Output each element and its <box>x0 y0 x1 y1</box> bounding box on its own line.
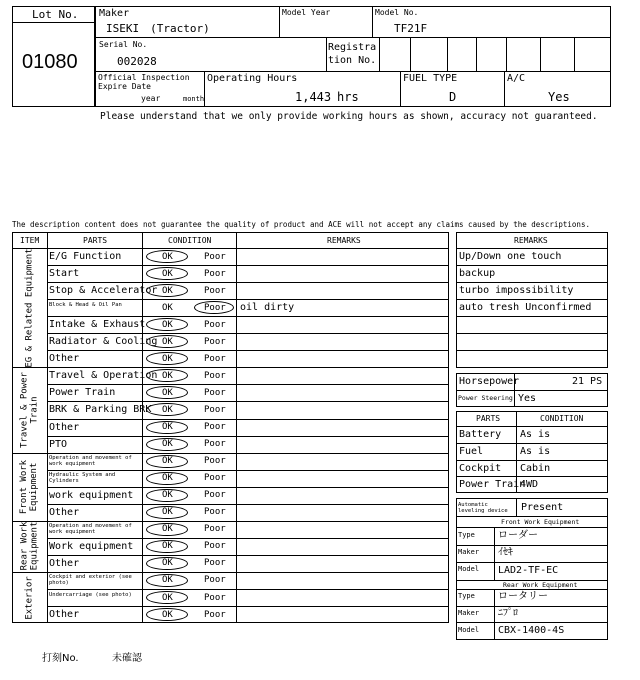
parts-condition-part: Fuel <box>459 445 484 457</box>
model-year-label: Model Year <box>282 8 331 17</box>
condition-poor: Poor <box>204 473 226 484</box>
condition-ok: OK <box>162 387 173 398</box>
condition-poor: Poor <box>204 404 226 415</box>
maker-label: Maker <box>99 8 130 19</box>
condition-ok: OK <box>162 592 173 603</box>
condition-selected-circle <box>146 438 188 451</box>
front-maker-value: ｲｾｷ <box>498 547 513 558</box>
front-type-value: ローダー <box>498 530 538 541</box>
col-item: ITEM <box>20 236 40 245</box>
hours-label: Operating Hours <box>207 73 298 84</box>
parts-condition-value: 4WD <box>520 479 539 491</box>
part-label: Other <box>49 421 80 433</box>
ac-label: A/C <box>507 73 526 84</box>
rear-model-label: Model <box>458 626 480 634</box>
condition-poor: Poor <box>204 387 226 398</box>
front-type-label: Type <box>458 531 475 539</box>
parts-col-label: PARTS <box>476 414 501 423</box>
condition-poor: Poor <box>204 439 226 450</box>
condition-selected-circle <box>146 506 188 519</box>
condition-ok: OK <box>162 524 173 535</box>
part-label: Radiator & Cooling <box>49 336 158 348</box>
hours-value: 1,443 <box>295 90 332 104</box>
part-label: E/G Function <box>49 251 122 262</box>
condition-selected-circle <box>146 557 188 570</box>
condition-poor: Poor <box>204 541 226 552</box>
part-label: Other <box>49 506 80 518</box>
condition-ok: OK <box>162 609 173 620</box>
horsepower-label: Horsepower <box>459 376 520 387</box>
condition-ok: OK <box>162 404 173 415</box>
condition-selected-circle <box>146 574 188 587</box>
group-label: Front Work Equipment <box>19 459 40 514</box>
horsepower-value: 21 PS <box>572 376 603 387</box>
group-label: Travel & Power Train <box>19 372 40 448</box>
condition-ok: OK <box>162 558 173 569</box>
condition-poor: Poor <box>204 456 226 467</box>
condition-poor: Poor <box>204 592 226 603</box>
side-remark-line: backup <box>459 268 496 279</box>
year-label: year <box>141 94 161 103</box>
side-remark-line: Up/Down one touch <box>459 251 562 262</box>
parts-condition-value: As is <box>520 429 551 440</box>
hours-unit: hrs <box>337 90 359 104</box>
condition-poor: Poor <box>204 370 226 381</box>
part-label: BRK & Parking BRK <box>49 404 152 416</box>
side-remark-line: turbo impossibility <box>459 285 574 296</box>
hours-notice: Please understand that we only provide working hours as shown, accuracy not guaranteed. <box>100 111 598 122</box>
rear-maker-value: ﾆﾌﾟﾛ <box>498 608 518 619</box>
front-work-title: Front Work Equipment <box>501 518 580 526</box>
parts-condition-value: Cabin <box>520 462 551 474</box>
group-label: Rear Work Equipment <box>19 521 40 571</box>
condition-poor: Poor <box>204 558 226 569</box>
parts-condition-value: As is <box>520 445 551 457</box>
part-label: work equipment <box>49 489 134 501</box>
condition-ok: OK <box>162 422 173 432</box>
condition-ok: OK <box>162 575 173 586</box>
condition-ok: OK <box>162 541 173 552</box>
condition-selected-circle <box>146 523 188 536</box>
leveling-value: Present <box>521 502 564 513</box>
part-label: Power Train <box>49 387 116 399</box>
row-remark: oil dirty <box>240 302 295 314</box>
condition-poor: Poor <box>204 507 226 518</box>
group-label: EG & Related Equipment <box>24 248 35 368</box>
condition-poor: Poor <box>204 524 226 535</box>
condition-selected-circle <box>146 489 188 502</box>
part-label: Other <box>49 609 80 621</box>
condition-ok: OK <box>162 319 173 330</box>
stamp-label: 打刻No. <box>42 653 79 664</box>
condition-ok: OK <box>162 439 173 450</box>
condition-ok: OK <box>162 353 173 364</box>
col-remarks: REMARKS <box>327 236 361 245</box>
maker-value: ISEKI (Tractor) <box>106 22 210 35</box>
condition-poor: Poor <box>204 422 226 432</box>
part-label: Other <box>49 353 80 365</box>
condition-selected-circle <box>146 472 188 485</box>
condition-poor: Poor <box>204 251 226 262</box>
condition-poor: Poor <box>204 575 226 586</box>
col-condition: CONDITION <box>168 236 212 245</box>
power-steering-value: Yes <box>518 393 537 404</box>
col-parts: PARTS <box>83 236 108 245</box>
serial-label: Serial No. <box>99 40 148 49</box>
condition-poor: Poor <box>204 268 226 279</box>
condition-selected-circle <box>146 267 188 280</box>
stamp-value: 未確認 <box>112 653 142 664</box>
parts-condition-part: Power Train <box>459 479 526 491</box>
condition-ok: OK <box>162 336 173 347</box>
fuel-label: FUEL TYPE <box>403 73 458 84</box>
lot-label: Lot No. <box>32 8 79 21</box>
group-label: Exterior <box>24 575 35 620</box>
part-label: Operation and movement of work equipment <box>49 455 132 468</box>
condition-poor: Poor <box>204 336 226 347</box>
part-label: PTO <box>49 438 68 450</box>
part-label: Undercarriage (see photo) <box>49 591 132 598</box>
lot-number: 01080 <box>22 51 78 73</box>
front-maker-label: Maker <box>458 548 480 556</box>
condition-ok: OK <box>162 268 173 279</box>
condition-ok: OK <box>162 285 173 296</box>
side-remark-line: auto tresh Unconfirmed <box>459 302 592 313</box>
condition-selected-circle <box>146 455 188 468</box>
rear-maker-label: Maker <box>458 609 480 617</box>
part-label: Intake & Exhaust <box>49 319 146 331</box>
condition-poor: Poor <box>204 609 226 620</box>
condition-ok: OK <box>162 251 173 262</box>
part-label: Start <box>49 268 80 280</box>
part-label: Cockpit and exterior (see photo) <box>49 574 132 587</box>
power-steering-label: Power Steering <box>458 394 513 402</box>
condition-poor: Poor <box>204 285 226 296</box>
condition-selected-circle <box>146 250 188 263</box>
fuel-value: D <box>449 90 457 104</box>
condition-poor: Poor <box>204 353 226 364</box>
condition-ok: OK <box>162 507 173 518</box>
part-label: Stop & Accelerator <box>49 285 158 297</box>
parts-condition-part: Battery <box>459 429 502 440</box>
condition-poor: Poor <box>204 490 226 501</box>
rear-model-value: CBX-1400-4S <box>498 625 565 636</box>
condition-ok: OK <box>162 473 173 484</box>
condition-selected-circle <box>146 591 188 604</box>
condition-col-label: CONDITION <box>540 414 584 423</box>
description-notice: The description content does not guarantee the quality of product and ACE will not accept any claims caused by the descriptions. <box>12 220 590 229</box>
condition-selected-circle <box>146 421 188 434</box>
part-label: Block & Head & Oil Pan <box>49 301 122 308</box>
condition-ok: OK <box>162 302 173 313</box>
condition-selected-circle <box>146 540 188 553</box>
condition-selected-circle <box>146 608 188 621</box>
condition-ok: OK <box>162 456 173 467</box>
part-label: Operation and movement of work equipment <box>49 523 132 536</box>
condition-selected-circle <box>146 284 188 297</box>
inspection-label: Official Inspection Expire Date <box>98 73 190 91</box>
condition-poor: Poor <box>204 319 226 330</box>
condition-ok: OK <box>162 490 173 501</box>
serial-value: 002028 <box>117 55 157 68</box>
model-no-value: TF21F <box>394 22 428 35</box>
model-no-label: Model No. <box>375 8 419 17</box>
ac-value: Yes <box>548 90 570 104</box>
parts-condition-part: Cockpit <box>459 462 502 474</box>
rear-work-title: Rear Work Equipment <box>503 581 578 589</box>
month-label: month <box>183 95 205 103</box>
rear-type-label: Type <box>458 592 475 600</box>
part-label: Hydraulic System and Cylinders <box>49 472 116 485</box>
part-label: Other <box>49 557 80 569</box>
front-model-value: LAD2-TF-EC <box>498 565 559 576</box>
condition-poor: Poor <box>204 302 226 313</box>
part-label: Work equipment <box>49 540 134 552</box>
leveling-label: Automatic leveling device <box>458 502 508 514</box>
registration-label: Registration No. <box>328 42 377 66</box>
front-model-label: Model <box>458 565 480 573</box>
condition-ok: OK <box>162 370 173 381</box>
side-remarks-title: REMARKS <box>514 236 548 245</box>
rear-type-value: ロータリー <box>498 591 548 602</box>
part-label: Travel & Operation <box>49 370 158 382</box>
